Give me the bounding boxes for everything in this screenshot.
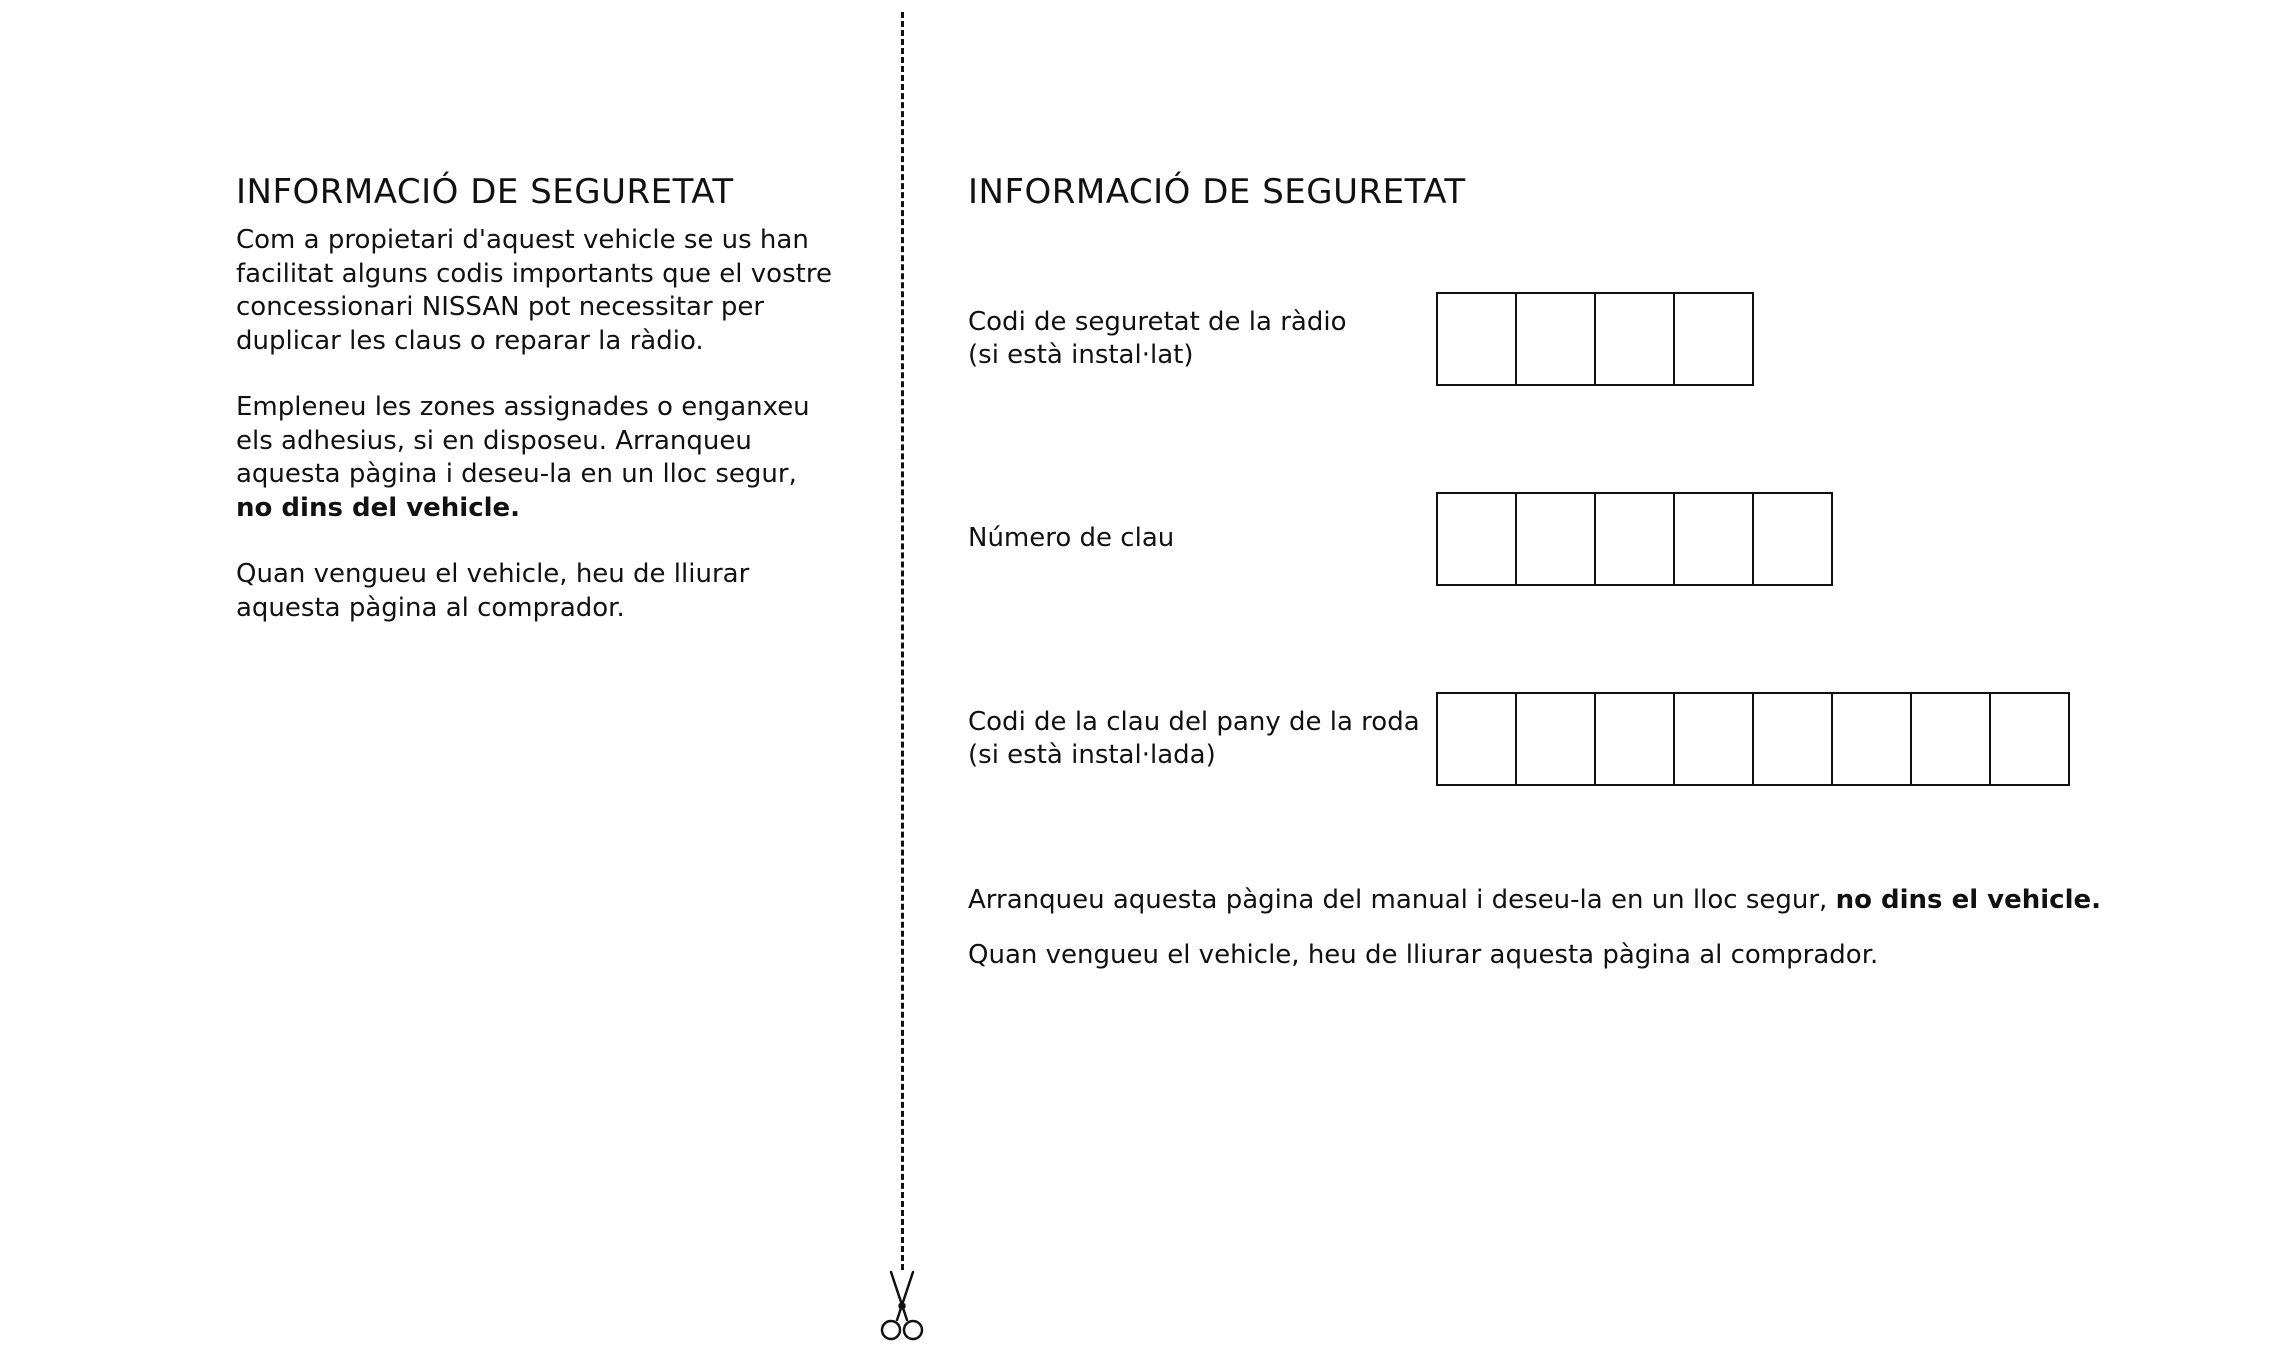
code-box[interactable]	[1912, 694, 1991, 784]
radio-code-field	[968, 292, 2168, 386]
code-box[interactable]	[1596, 494, 1675, 584]
left-info-panel	[236, 168, 876, 658]
sale-paragraph	[236, 558, 876, 625]
intro-paragraph	[236, 224, 876, 358]
code-box[interactable]	[1438, 694, 1517, 784]
radio-code-label-line2: (si està instal·lat)	[968, 340, 1194, 370]
key-number-field	[968, 492, 2168, 586]
wheel-lock-key-label	[968, 692, 1438, 786]
instructions-line: aquesta pàgina i deseu-la en un lloc segur,	[236, 459, 797, 489]
key-number-label	[968, 492, 1438, 586]
code-box[interactable]	[1596, 694, 1675, 784]
sale-line: Quan vengueu el vehicle, heu de lliurar	[236, 559, 750, 589]
scissors-icon	[874, 1270, 930, 1342]
radio-code-label	[968, 292, 1438, 386]
radio-code-label-line1: Codi de seguretat de la ràdio	[968, 306, 1347, 337]
instructions-warning: no dins del vehicle.	[236, 492, 521, 523]
sale-line: aquesta pàgina al comprador.	[236, 592, 625, 623]
code-box[interactable]	[1517, 294, 1596, 384]
code-box[interactable]	[1991, 694, 2068, 784]
code-box[interactable]	[1675, 494, 1754, 584]
intro-line: Com a propietari d'aquest vehicle se us han	[236, 225, 809, 255]
intro-line: duplicar les claus o reparar la ràdio.	[236, 325, 704, 356]
code-box[interactable]	[1754, 494, 1831, 584]
instructions-paragraph	[236, 391, 876, 525]
radio-code-boxes	[1436, 292, 1754, 386]
key-number-boxes	[1436, 492, 1833, 586]
code-box[interactable]	[1675, 694, 1754, 784]
intro-line: facilitat alguns codis importants que el vostre	[236, 258, 832, 289]
wheel-lock-key-field	[968, 692, 2168, 786]
cut-line	[901, 12, 904, 1270]
code-box[interactable]	[1438, 294, 1517, 384]
wheel-lock-key-label-line2: (si està instal·lada)	[968, 740, 1216, 770]
code-box[interactable]	[1833, 694, 1912, 784]
wheel-lock-key-label-line1: Codi de la clau del pany de la roda	[968, 706, 1420, 737]
instructions-line: els adhesius, si en disposeu. Arranqueu	[236, 425, 752, 456]
instructions-line: Empleneu les zones assignades o enganxeu	[236, 392, 810, 422]
code-box[interactable]	[1517, 694, 1596, 784]
tear-off-note	[968, 884, 2268, 918]
code-box[interactable]	[1675, 294, 1752, 384]
tear-off-note-warning: no dins el vehicle.	[1835, 885, 2102, 915]
code-box[interactable]	[1438, 494, 1517, 584]
intro-line: concessionari NISSAN pot necessitar per	[236, 292, 765, 322]
code-box[interactable]	[1596, 294, 1675, 384]
sale-note: Quan vengueu el vehicle, heu de lliurar aquesta pàgina al comprador.	[968, 940, 1879, 970]
code-box[interactable]	[1754, 694, 1833, 784]
tear-off-note-text: Arranqueu aquesta pàgina del manual i deseu-la en un lloc segur,	[968, 885, 1836, 915]
left-title: INFORMACIÓ DE SEGURETAT	[236, 172, 734, 212]
wheel-lock-key-boxes	[1436, 692, 2070, 786]
key-number-label-line1: Número de clau	[968, 523, 1175, 554]
right-title: INFORMACIÓ DE SEGURETAT	[968, 172, 1466, 212]
code-box[interactable]	[1517, 494, 1596, 584]
